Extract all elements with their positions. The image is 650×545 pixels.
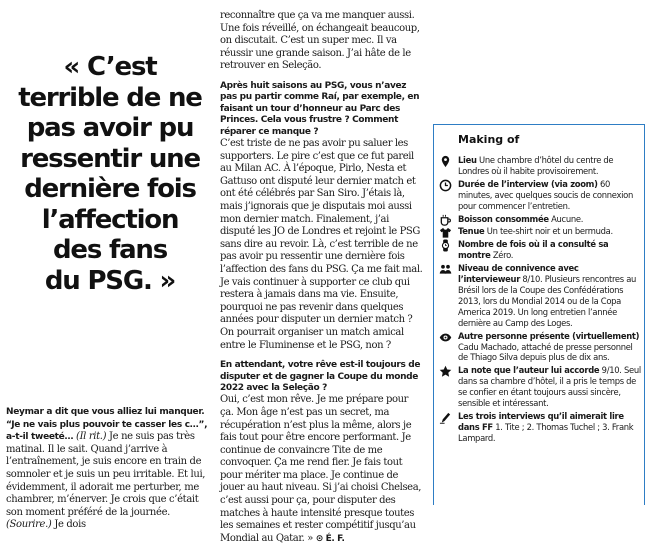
item-text: Cadu Machado, attaché de presse personnel de Thiago Silva depuis plus de dix ans. — [458, 341, 633, 363]
making-of-list — [438, 155, 642, 446]
list-item — [438, 411, 642, 444]
watch-icon — [439, 239, 452, 252]
item-text: 1. Tite ; 2. Thomas Tuchel ; 3. Frank Lampard. — [458, 421, 634, 443]
making-of-box — [433, 124, 645, 505]
pull-quote — [6, 52, 214, 296]
list-item — [438, 179, 642, 212]
interview-question: Après huit saisons au PSG, vous n’avez pas pu partir comme Raí, par exemple, en faisant un tour d’honneur au Parc des Princes. Cela vous frustre ? Comment réparer ce manque ? — [220, 80, 420, 137]
answer-paragraph: reconnaître que ça va me manquer aussi. Une fois réveillé, on échangeait beaucoup, on discutait. C’est un super mec. Il va réussir une grande saison. J’ai hâte de le retrouver en Seleção. — [220, 10, 420, 72]
item-text: Un tee-shirt noir et un bermuda. — [484, 226, 613, 237]
answer-paragraph: C’est triste de ne pas avoir pu saluer les supporters. Le pire c’est que ce fut pareil au Milan AC. À l’époque, Pirlo, Nesta et Gattuso ont disputé leur dernier match et ont été célébrés par San Siro. J’étais là, mais j’ignorais que je disputais moi aussi mon dernier match. Finalement, j’ai disputé les JO de Londres et rejoint le PSG sans dire au revoir. Là, c’est terrible de ne pas avoir pu ressentir une dernière fois l’affection des fans du PSG. Ça me fait mal. Je vais continuer à supporter ce club qui restera à jamais dans ma vie. Ensuite, pourquoi ne pas revenir dans quelques années pour disputer un dernier match ? On pourrait organiser un match amical entre le Fluminense et le PSG, non ? — [220, 138, 423, 351]
article-column — [220, 10, 424, 545]
list-item — [438, 239, 642, 261]
item-text: Une chambre d’hôtel du centre de Londres où il habite provisoirement. — [458, 155, 614, 176]
list-item — [438, 263, 642, 328]
list-item — [438, 365, 642, 409]
list-item — [438, 226, 642, 237]
item-text: 9/10. Seul dans sa chambre d’hôtel, il a pris le temps de se confier en étant toujours aussi sincère, sensible et intéressant. — [458, 365, 641, 409]
item-label: Tenue — [458, 226, 485, 237]
answer-text: Je dois — [51, 519, 86, 531]
item-label: Boisson consommée — [458, 213, 549, 224]
quote-line: ressentir une — [20, 143, 200, 174]
answer-text: Je ne suis pas très matinal. Il le sait. Quand j’arrive à l’entraînement, je suis encore en train de somnoler et je suis un peu irritable. Et lui, évidemment, il adorait me perturber, me chambrer, m’énerver. Je crois que c’était son moment préféré de la journée. — [6, 431, 206, 518]
quote-line: « C’est — [63, 52, 157, 82]
item-label: Autre personne présente (virtuellement) — [458, 330, 640, 341]
answer-paragraph — [220, 394, 424, 545]
answer-text: Oui, c’est mon rêve. Je me prépare pour ça. Mon âge n’est pas un secret, ma récupération n’est plus la même, alors je fais tout pour être encore performant. Je continue de convaincre Tite de me convoquer. Ça me rend fier. Je fais tout pour mériter ma place. Je continue de jouer au haut niveau. Si j’ai choisi Chelsea, c’est aussi pour ça, pour disputer des matches à haute intensité presque toutes les semaines et rester compétitif jusqu’au Mondial au Qatar. » — [220, 394, 422, 544]
item-label: Lieu — [458, 155, 477, 165]
quote-line: terrible de ne — [18, 82, 202, 113]
item-label: Niveau de connivence avec l’intervieweur — [458, 263, 579, 285]
location-pin-icon — [439, 155, 452, 168]
author-signature-icon: ⊙ — [315, 533, 326, 544]
list-item — [438, 331, 642, 364]
item-text: Aucune. — [548, 213, 584, 224]
item-label: Nombre de fois où il a consulté sa montre — [458, 239, 609, 261]
people-icon — [439, 263, 452, 276]
list-item — [438, 214, 642, 225]
item-text: 8/10. Plusieurs rencontres au Brésil lors de la Coupe des Confédérations 2013, lors du Mondial 2014 ou de la Copa America 2019. Un long entretien l’année dernière au Camp des Loges. — [458, 274, 637, 328]
item-text: 60 minutes, avec quelques soucis de connexion pour commencer l’entretien. — [458, 178, 633, 211]
quote-line: dernière fois — [24, 174, 196, 204]
author-signature: É. F. — [325, 533, 345, 544]
cup-icon — [439, 214, 452, 227]
item-text: Zéro. — [490, 250, 514, 261]
stage-direction: (Sourire.) — [6, 519, 52, 531]
eye-icon — [439, 331, 452, 344]
clock-icon — [439, 179, 452, 192]
quote-line: l’affection — [41, 204, 179, 235]
quote-line: du PSG. » — [44, 265, 176, 296]
quote-line: pas avoir pu — [26, 113, 194, 143]
list-item — [438, 155, 642, 177]
shirt-icon — [439, 226, 452, 239]
pen-icon — [439, 411, 452, 424]
quote-line: des fans — [52, 235, 167, 265]
interview-question: En attendant, votre rêve est-il toujours de disputer et de gagner la Coupe du monde 2022 avec la Seleção ? — [220, 360, 421, 393]
item-label: Durée de l’interview (via zoom) — [458, 178, 598, 189]
interview-question: Neymar a dit que vous alliez lui manquer. “Je ne vais plus pouvoir te casser les c…”, a-t-il tweeté… — [6, 407, 208, 443]
making-of-title: Making of — [458, 133, 520, 146]
stage-direction: (Il rit.) — [76, 431, 107, 443]
item-label: La note que l’auteur lui accorde — [458, 365, 600, 376]
star-icon — [439, 365, 452, 378]
item-label: Les trois interviews qu’il aimerait lire dans FF — [458, 410, 624, 432]
intro-paragraph — [6, 406, 212, 532]
